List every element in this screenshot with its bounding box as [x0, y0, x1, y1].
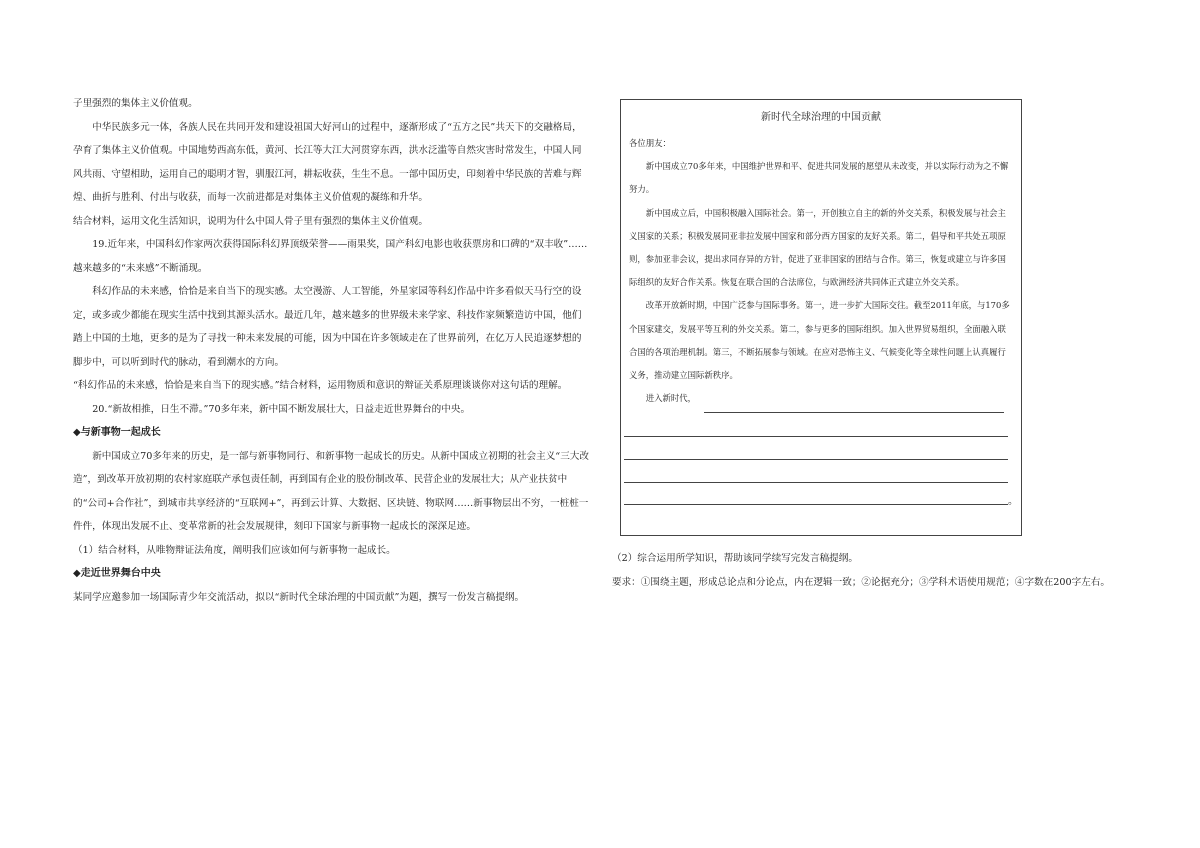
left-column — [73, 92, 591, 609]
paragraph-collectivism: 中华民族多元一体，各族人民在共同开发和建设祖国大好河山的过程中，逐渐形成了“五方之民”共天下的交融格局，孕育了集体主义价值观。中国地势西高东低，黄河、长江等大江大河贯穿东西，洪水泛滥等自然灾害时常发生，中国人同风共雨、守望相助，运用自己的聪明才智，驯服江河，耕耘收获，生生不息。一部中国历史，印刻着中华民族的苦难与辉煌、曲折与胜利、付出与收获，而每一次前进都是对集体主义价值观的凝练和升华。 — [73, 121, 582, 203]
speech-paragraph-4: 进入新时代， — [645, 393, 697, 404]
question-19-intro: 19.近年来，中国科幻作家两次获得国际科幻界顶级荣誉——雨果奖，国产科幻电影也收获票房和口碑的“双丰收”……越来越多的“未来感”不断涌现。 — [73, 239, 588, 274]
speech-paragraph-1: 新中国成立70多年来，中国维护世界和平、促进共同发展的愿望从未改变，并以实际行动为之不懈努力。 — [629, 161, 1009, 195]
question-18: 结合材料，运用文化生活知识，说明为什么中国人骨子里有强烈的集体主义价值观。 — [73, 215, 428, 227]
question-19: “科幻作品的未来感，恰恰是来自当下的现实感。”结合材料，运用物质和意识的辩证关系原理谈谈你对这句话的理解。 — [73, 380, 568, 391]
question-19-material: 科幻作品的未来感，恰恰是来自当下的现实感。太空漫游、人工智能，外星家园等科幻作品中许多看似天马行空的设定，或多或少都能在现实生活中找到其源头活水。最近几年，越来越多的世界级未来学家、科技作家频繁造访中国，他们踏上中国的土地，更多的是为了寻找一种未来发展的可能，因为中国在许多领域走在了世界前列，在亿万人民追逐梦想的脚步中，可以听到时代的脉动，看到潮水的方向。 — [73, 286, 582, 368]
question-20-task: 某同学应邀参加一场国际青少年交流活动，拟以“新时代全球治理的中国贡献”为题，撰写一份发言稿提纲。 — [73, 591, 525, 603]
speech-greeting: 各位朋友： — [629, 138, 671, 148]
speech-paragraph-2: 新中国成立后，中国积极融入国际社会。第一，开创独立自主的新的外交关系，积极发展与社会主义国家的关系；积极发展同亚非拉发展中国家和部分西方国家的友好关系。第二，倡导和平共处五项原则，参加亚非会议，提出求同存异的方针，促进了亚非国家的团结与合作。第三，恢复或建立与许多国际组织的友好合作关系。恢复在联合国的合法席位，与欧洲经济共同体正式建立外交关系。 — [629, 207, 1006, 288]
answer-end-mark: 。 — [1008, 496, 1018, 507]
answer-line[interactable] — [624, 436, 1008, 437]
paragraph-continuation: 子里强烈的集体主义价值观。 — [73, 98, 198, 109]
question-20-requirements: 要求：①围绕主题，形成总论点和分论点，内在逻辑一致；②论据充分；③学科术语使用规范；④字数在200字左右。 — [612, 576, 1110, 588]
question-20-intro: 20.“新故相推，日生不滞。”70多年来，新中国不断发展壮大，日益走近世界舞台的中央。 — [92, 403, 471, 415]
answer-line[interactable] — [624, 482, 1008, 483]
right-column-questions — [612, 547, 1132, 594]
answer-line[interactable] — [624, 504, 1008, 505]
speech-title: 新时代全球治理的中国贡献 — [761, 112, 881, 123]
answer-line[interactable] — [704, 412, 1004, 413]
question-20-part-1: （1）结合材料，从唯物辩证法角度，阐明我们应该如何与新事物一起成长。 — [73, 544, 396, 556]
answer-line[interactable] — [624, 459, 1008, 460]
section-heading-world-stage: ◆走近世界舞台中央 — [73, 568, 161, 579]
question-20-part-2: （2）综合运用所学知识，帮助该同学续写完发言稿提纲。 — [612, 553, 858, 564]
speech-paragraph-3: 改革开放新时期，中国广泛参与国际事务。第一，进一步扩大国际交往。截至2011年底，与170多个国家建交，发展平等互利的外交关系。第二，参与更多的国际组织。加入世界贸易组织，全面融入联合国的各项治理机制。第三，不断拓展参与领域。在应对恐怖主义、气候变化等全球性问题上认真履行义务，推动建立国际新秩序。 — [629, 300, 1010, 381]
section-heading-new-things: ◆与新事物一起成长 — [73, 427, 161, 438]
question-20-material: 新中国成立70多年来的历史，是一部与新事物同行、和新事物一起成长的历史。从新中国成立初期的社会主义“三大改造”，到改革开放初期的农村家庭联产承包责任制，再到国有企业的股份制改革、民营企业的发展壮大；从产业扶贫中的“公司+合作社”，到城市共享经济的“互联网+”，再到云计算、大数据、区块链、物联网……新事物层出不穷，一桩桩一件件，体现出发展不止、变革常新的社会发展规律，刻印下国家与新事物一起成长的深深足迹。 — [73, 450, 589, 532]
speech-outline-box — [620, 99, 1022, 536]
